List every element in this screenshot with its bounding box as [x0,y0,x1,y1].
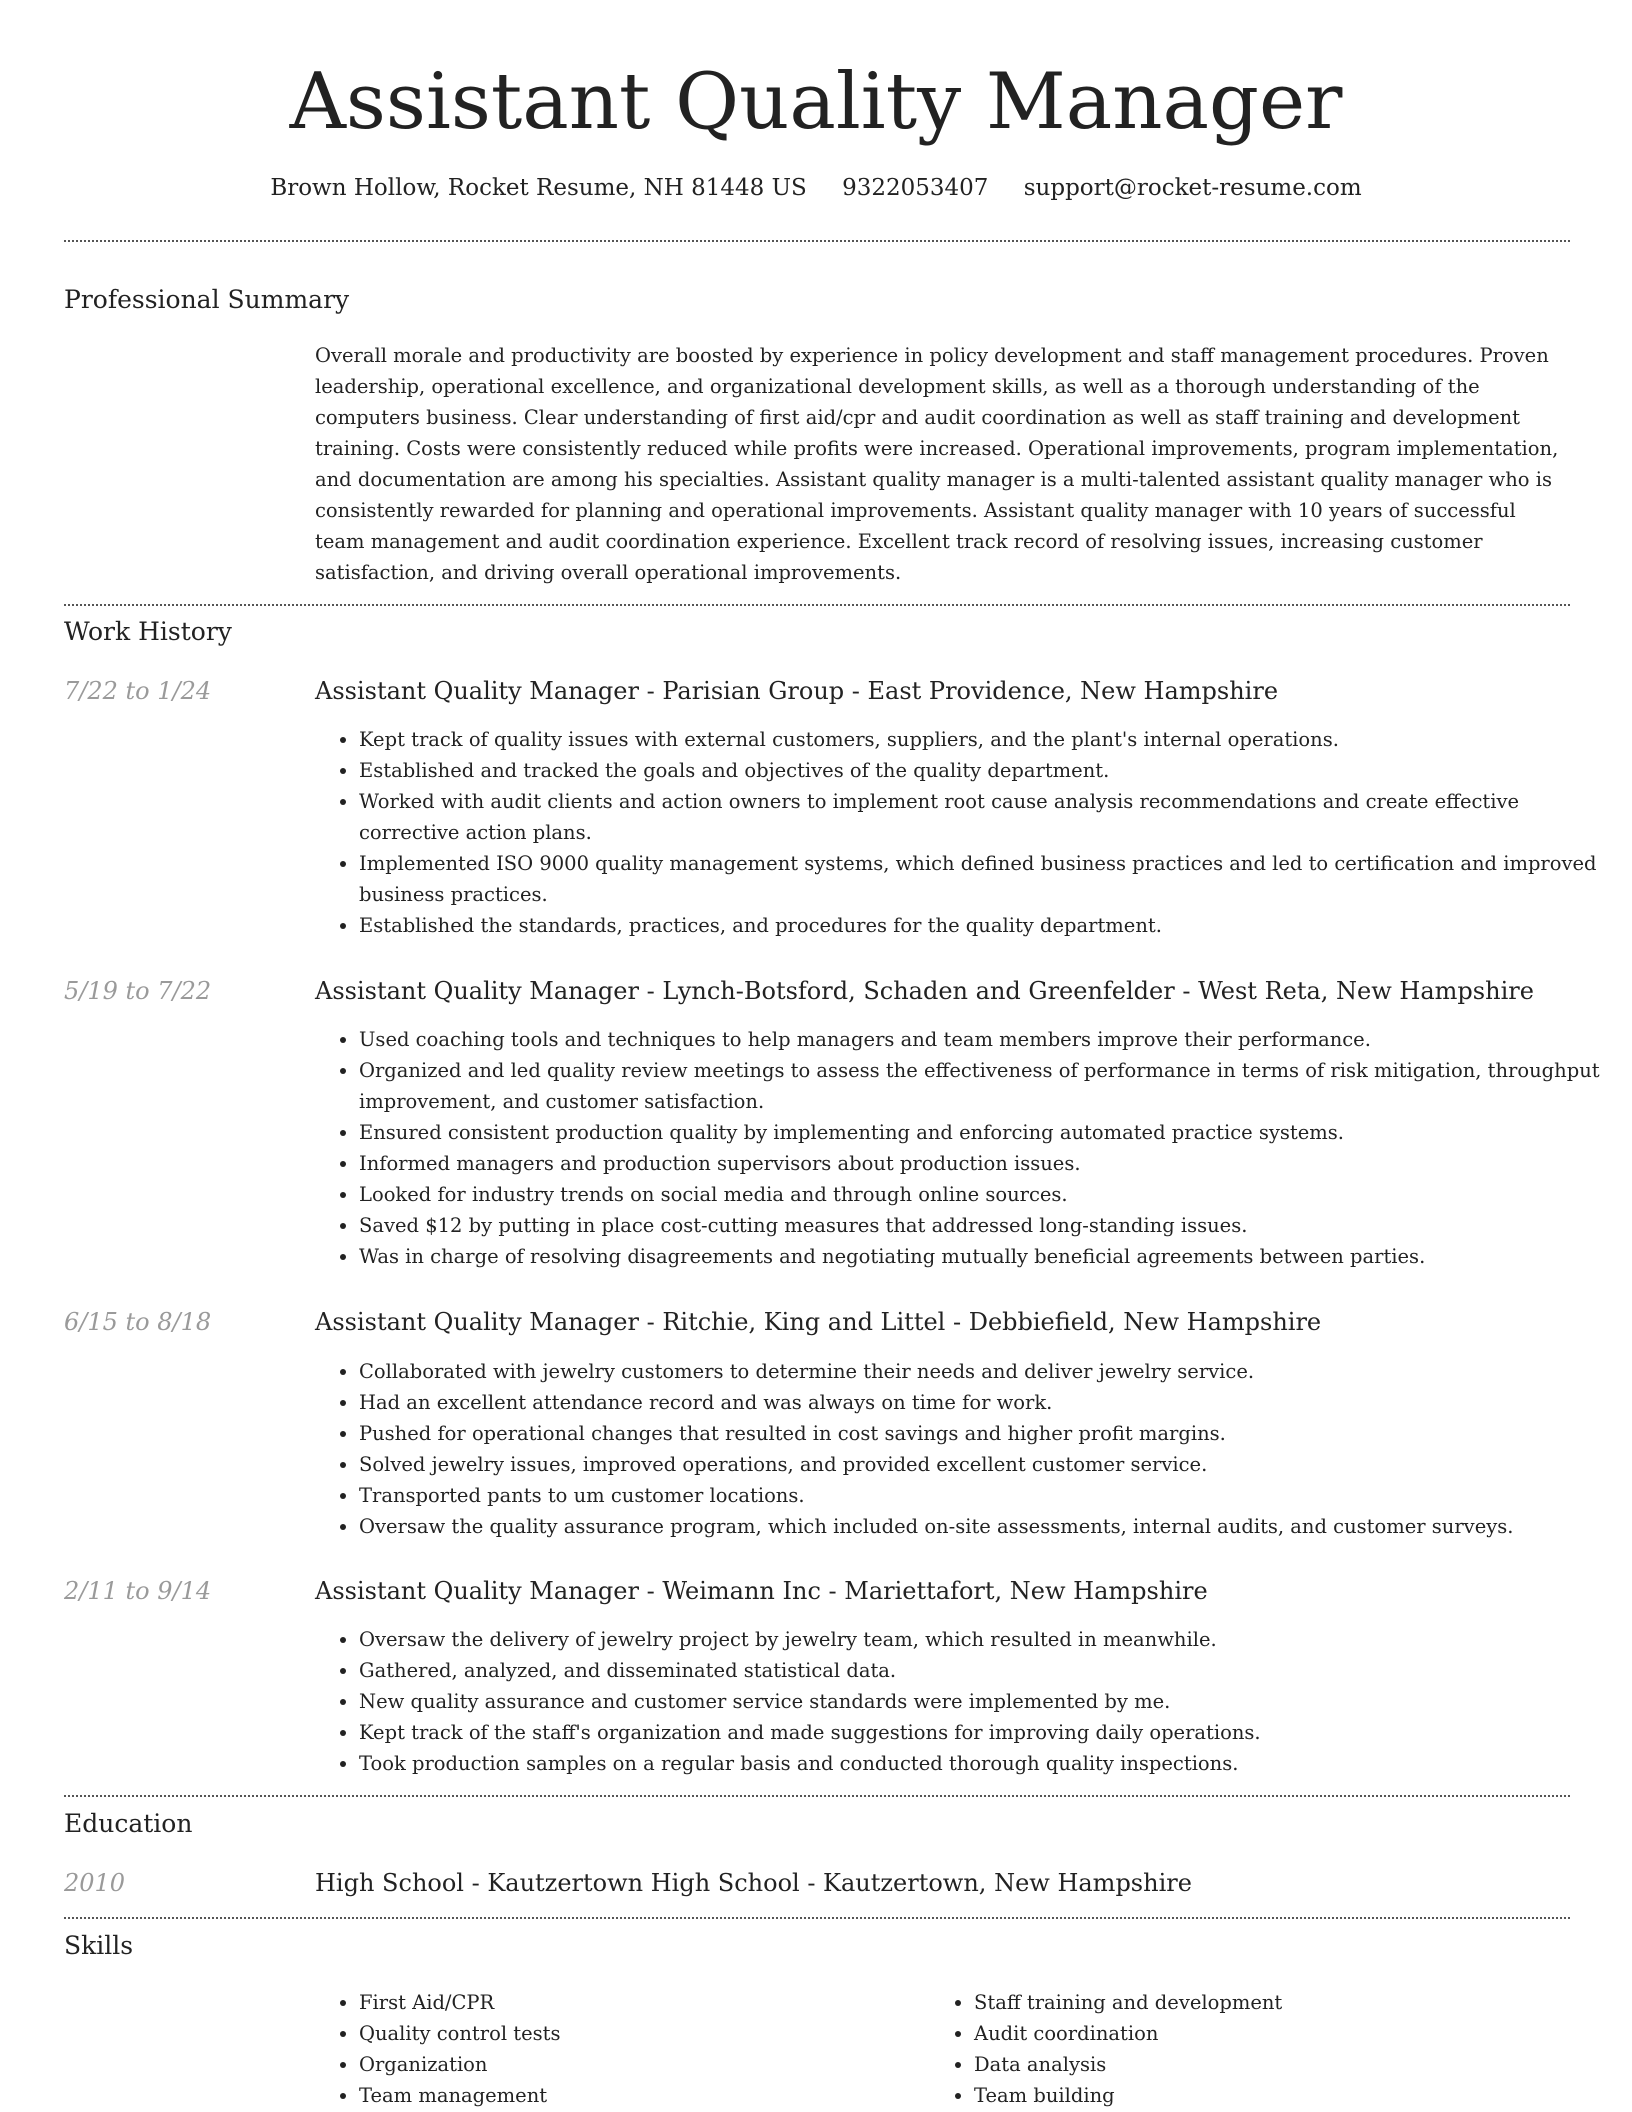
list-item: • Transported pants to um customer locations. [359,1480,1614,1511]
section-title-education: Education [64,1809,193,1838]
job-bullets [315,724,1614,941]
divider [64,1917,1570,1919]
list-item: • Organization [359,2049,919,2080]
list-item: • Kept track of the staff's organization and made suggestions for improving daily operations. [359,1717,1614,1748]
section-title-summary: Professional Summary [64,285,350,314]
section-title-work: Work History [64,617,232,646]
list-item: • Was in charge of resolving disagreements and negotiating mutually beneficial agreements between parties. [359,1241,1614,1272]
list-item: • Established the standards, practices, and procedures for the quality department. [359,910,1614,941]
education-heading: High School - Kautzertown High School - Kautzertown, New Hampshire [315,1869,1192,1897]
job-dates: 2/11 to 9/14 [64,1577,212,1605]
summary-text: Overall morale and productivity are boosted by experience in policy development and staff management procedures. Proven leadership, operational excellence, and organizational development skills, as well as a thorough understanding of the computers business. Clear understanding of first aid/cpr and audit coordination as well as staff training and development training. Costs were consistently reduced while profits were increased. Operational improvements, program implementation, and documentation are among his specialties. Assistant quality manager is a multi-talented assistant quality manager who is consistently rewarded for planning and operational improvements. Assistant quality manager with 10 years of successful team management and audit coordination experience. Excellent track record of resolving issues, increasing customer satisfaction, and driving overall operational improvements. [315,344,1559,584]
divider [64,240,1570,242]
divider [64,604,1570,606]
list-item: • Looked for industry trends on social media and through online sources. [359,1179,1614,1210]
list-item: • Oversaw the delivery of jewelry project by jewelry team, which resulted in meanwhile. [359,1624,1614,1655]
list-item: • Solved jewelry issues, improved operations, and provided excellent customer service. [359,1449,1614,1480]
list-item: • Oversaw the quality assurance program, which included on-site assessments, internal audits, and customer surveys. [359,1511,1614,1542]
resume-header [0,0,1632,204]
job-heading: Assistant Quality Manager - Ritchie, King and Littel - Debbiefield, New Hampshire [315,1308,1322,1336]
address: Brown Hollow, Rocket Resume, NH 81448 US [270,175,807,201]
email: support@rocket-resume.com [1023,175,1362,201]
list-item: • New quality assurance and customer service standards were implemented by me. [359,1686,1614,1717]
list-item: • First Aid/CPR [359,1987,919,2018]
list-item: • Team management [359,2080,919,2111]
list-item: • Had an excellent attendance record and was always on time for work. [359,1387,1614,1418]
list-item: • Informed managers and production supervisors about production issues. [359,1148,1614,1179]
list-item: • Saved $12 by putting in place cost-cutting measures that addressed long-standing issues. [359,1210,1614,1241]
job-dates: 7/22 to 1/24 [64,677,212,705]
skills-list-left [315,1987,919,2111]
list-item: • Collaborated with jewelry customers to determine their needs and deliver jewelry service. [359,1356,1614,1387]
list-item: • Used coaching tools and techniques to help managers and team members improve their performance. [359,1024,1614,1055]
job-heading: Assistant Quality Manager - Weimann Inc - Mariettafort, New Hampshire [315,1577,1208,1605]
list-item: • Organized and led quality review meetings to assess the effectiveness of performance in terms of risk mitigation, throughput improvement, and customer satisfaction. [359,1055,1614,1117]
job-heading: Assistant Quality Manager - Lynch-Botsford, Schaden and Greenfelder - West Reta, New Hampshire [315,977,1534,1005]
list-item: • Data analysis [974,2049,1534,2080]
list-item: • Worked with audit clients and action owners to implement root cause analysis recommendations and create effective corrective action plans. [359,786,1614,848]
list-item: • Team building [974,2080,1534,2111]
section-title-skills: Skills [64,1931,134,1960]
list-item: • Implemented ISO 9000 quality management systems, which defined business practices and led to certification and improved business practices. [359,848,1614,910]
list-item: • Established and tracked the goals and objectives of the quality department. [359,755,1614,786]
education-year: 2010 [64,1869,126,1897]
job-bullets [315,1024,1614,1272]
list-item: • Staff training and development [974,1987,1534,2018]
list-item: • Gathered, analyzed, and disseminated statistical data. [359,1655,1614,1686]
list-item: • Kept track of quality issues with external customers, suppliers, and the plant's internal operations. [359,724,1614,755]
job-bullets [315,1356,1614,1542]
skills-list-right [930,1987,1534,2111]
job-heading: Assistant Quality Manager - Parisian Group - East Providence, New Hampshire [315,677,1279,705]
contact-line [0,172,1632,204]
divider [64,1795,1570,1797]
phone: 9322053407 [842,175,989,201]
list-item: • Ensured consistent production quality by implementing and enforcing automated practice systems. [359,1117,1614,1148]
candidate-name: Assistant Quality Manager [289,57,1343,147]
list-item: • Audit coordination [974,2018,1534,2049]
job-bullets [315,1624,1614,1779]
list-item: • Quality control tests [359,2018,919,2049]
job-dates: 6/15 to 8/18 [64,1308,212,1336]
list-item: • Pushed for operational changes that resulted in cost savings and higher profit margins. [359,1418,1614,1449]
job-dates: 5/19 to 7/22 [64,977,212,1005]
list-item: • Took production samples on a regular basis and conducted thorough quality inspections. [359,1748,1614,1779]
